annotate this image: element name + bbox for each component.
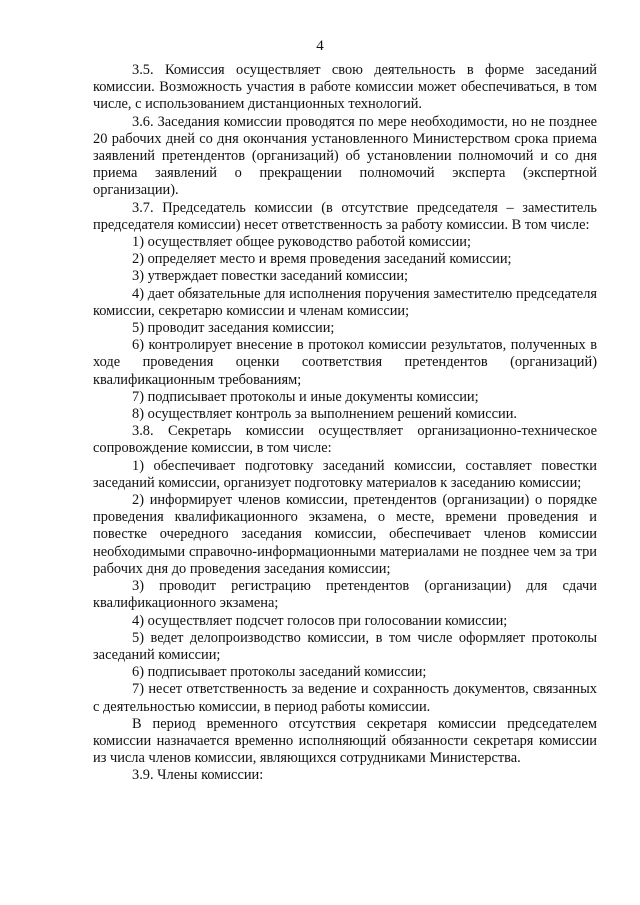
secretary-duty-item: 4) осуществляет подсчет голосов при голосовании комиссии; [132,612,508,629]
chair-duty-item: 2) определяет место и время проведения заседаний комиссии; [132,251,512,268]
chair-duty-item: 5) проводит заседания комиссии; [132,320,335,337]
secretary-duty-item: 1) обеспечивает подготовку заседаний комиссии, составляет повестки заседаний комиссии, организует подготовку материалов к заседанию комиссии; [93,457,597,491]
paragraph-3-9: 3.9. Члены комиссии: [132,767,264,784]
paragraph-3-7: 3.7. Председатель комиссии (в отсутствие председателя – заместитель председателя комиссии) несет ответственность за работу комиссии. В том числе: [93,199,597,233]
chair-duty-item: 3) утверждает повестки заседаний комиссии; [132,268,409,285]
secretary-duty-item: 7) несет ответственность за ведение и сохранность документов, связанных с деятельностью комиссии, в период работы комиссии. [93,681,597,715]
document-body [93,62,597,785]
chair-duty-item: 4) дает обязательные для исполнения поручения заместителю председателя комиссии, секретарю комиссии и членам комиссии; [93,285,597,319]
secretary-duty-item: 3) проводит регистрацию претендентов (организации) для сдачи квалификационного экзамена; [93,578,597,612]
chair-duty-item: 8) осуществляет контроль за выполнением решений комиссии. [132,406,517,423]
chair-duty-item: 6) контролирует внесение в протокол комиссии результатов, полученных в ходе проведения оценки соответствия претендентов (организаций) квалификационным требованиям; [93,337,597,388]
secretary-duty-item: 2) информирует членов комиссии, претендентов (организации) о порядке проведения квалификационного экзамена, о месте, времени проведения и повестке очередного заседания комиссии, обеспечивает членов комиссии необходимыми справочно-информационными материалами не позднее чем за три рабочих дня до проведения заседания комиссии; [93,492,597,577]
page-number: 4 [316,38,324,54]
secretary-duty-item: 5) ведет делопроизводство комиссии, в том числе оформляет протоколы заседаний комиссии; [93,629,597,663]
paragraph-3-8: 3.8. Секретарь комиссии осуществляет организационно-техническое сопровождение комиссии, в том числе: [93,423,597,457]
secretary-absence-paragraph: В период временного отсутствия секретаря комиссии председателем комиссии назначается временно исполняющий обязанности секретаря комиссии из числа членов комиссии, являющихся сотрудниками Министерства. [93,715,597,767]
chair-duty-item: 7) подписывает протоколы и иные документы комиссии; [132,388,479,405]
secretary-duty-item: 6) подписывает протоколы заседаний комиссии; [132,664,427,681]
paragraph-3-6: 3.6. Заседания комиссии проводятся по мере необходимости, но не позднее 20 рабочих дней со дня окончания установленного Министерством срока приема заявлений претендентов (организаций) об установлении полномочий и со дня приема заявлений о прекращении полномочий эксперта (экспертной организации). [93,113,597,199]
paragraph-3-5: 3.5. Комиссия осуществляет свою деятельность в форме заседаний комиссии. Возможность участия в работе комиссии может обеспечиваться, в том числе, с использованием дистанционных технологий. [93,62,597,113]
chair-duty-item: 1) осуществляет общее руководство работой комиссии; [132,234,471,251]
